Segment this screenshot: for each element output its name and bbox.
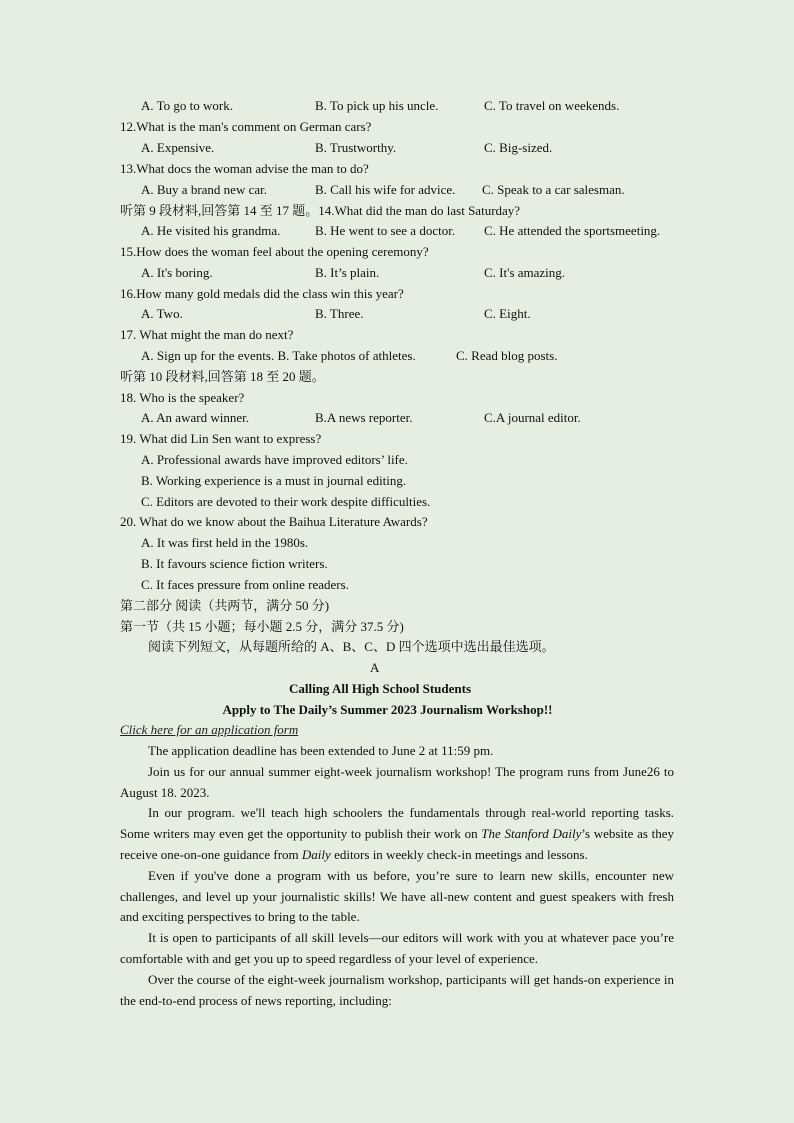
paragraph-skill-levels: It is open to participants of all skill levels—our editors will work with you at whatever pace you’re comfortable with and get you up to speed regardless of your level of experience. (120, 930, 674, 966)
part2-heading: 第二部分 阅读（共两节，满分 50 分) (120, 598, 330, 613)
q18-options (0, 408, 794, 428)
section10-heading: 听第 10 段材料,回答第 18 至 20 题。 (120, 369, 325, 384)
q15-options (0, 263, 794, 283)
section9-heading: 听第 9 段材料,回答第 14 至 17 题。14.What did the man do last Saturday? (120, 203, 521, 218)
paragraph-program-dates: Join us for our annual summer eight-week journalism workshop! The program runs from June26 to August 18. 2023. (120, 763, 674, 800)
q17-stem: 17. What might the man do next? (120, 327, 294, 342)
q19-stem: 19. What did Lin Sen want to express? (120, 431, 322, 446)
q16-stem: 16.How many gold medals did the class win this year? (120, 286, 404, 301)
daily-italic: Daily (301, 846, 331, 862)
q15-option-c: C. It's amazing. (484, 265, 566, 280)
q14-option-a: A. He visited his grandma. (141, 223, 281, 238)
q15-option-a: A. It's boring. (141, 265, 213, 280)
passage-subtitle: Apply to The Daily’s Summer 2023 Journalism Workshop!! (222, 702, 553, 717)
q11-option-a: A. To go to work. (141, 98, 234, 113)
q18-option-b: B.A news reporter. (315, 410, 413, 425)
q18-option-a: A. An award winner. (141, 410, 249, 425)
paragraph-program-details: In our program. we'll teach high schoolers the fundamentals through real-world reporting tasks. Some writers may even get the opportunity to publish their work on The Stanford Daily’s website as they receive one-on-one guidance from Daily editors in weekly check-in meetings and lessons. (120, 805, 675, 862)
q20-option-b: B. It favours science fiction writers. (141, 556, 328, 571)
q13-option-a: A. Buy a brand new car. (141, 182, 267, 197)
passage-title: Calling All High School Students (288, 681, 472, 696)
q11-option-b: B. To pick up his uncle. (315, 98, 439, 113)
q14-options (0, 221, 794, 241)
q15-option-b: B. It’s plain. (315, 265, 380, 280)
q12-option-a: A. Expensive. (141, 140, 215, 155)
q14-option-b: B. He went to see a doctor. (315, 223, 456, 238)
q20-option-c: C. It faces pressure from online readers. (141, 577, 349, 592)
q12-options (0, 138, 794, 158)
q18-option-c: C.A journal editor. (484, 410, 581, 425)
q19-option-a: A. Professional awards have improved editors’ life. (141, 452, 408, 467)
q17-options (0, 346, 794, 366)
q14-option-c: C. He attended the sportsmeeting. (484, 223, 661, 238)
application-form-link[interactable]: Click here for an application form (120, 722, 299, 737)
q13-option-c: C. Speak to a car salesman. (482, 182, 625, 197)
q11-options (0, 96, 794, 116)
reading-instruction: 阅读下列短文，从每题所给的 A、B、C、D 四个选项中选出最佳选项。 (148, 639, 555, 654)
q12-stem: 12.What is the man's comment on German cars? (120, 119, 372, 134)
paragraph-new-skills: Even if you've done a program with us before, you’re sure to learn new skills, encounter new challenges, and level up your journalistic skills! We have all-new content and guest speakers with fresh and exciting perspectives to bring to the table. (120, 867, 674, 925)
q16-option-b: B. Three. (315, 306, 364, 321)
passage-letter: A (370, 660, 380, 675)
q19-option-c: C. Editors are devoted to their work despite difficulties. (141, 494, 431, 509)
q12-option-b: B. Trustworthy. (315, 140, 397, 155)
q19-option-b: B. Working experience is a must in journal editing. (141, 473, 407, 488)
q20-option-a: A. It was first held in the 1980s. (141, 535, 309, 550)
q13-option-b: B. Call his wife for advice. (315, 182, 456, 197)
section1-heading: 第一节（共 15 小题；每小题 2.5 分，满分 37.5 分) (120, 619, 404, 634)
q13-options (0, 180, 794, 200)
q16-option-c: C. Eight. (484, 306, 531, 321)
paragraph-deadline: The application deadline has been extended to June 2 at 11:59 pm. (148, 743, 494, 758)
stanford-daily-italic: The Stanford Daily (481, 826, 582, 842)
passage-body (120, 741, 674, 1011)
paragraph-hands-on: Over the course of the eight-week journalism workshop, participants will get hands-on experience in the end-to-end process of news reporting, including: (120, 971, 674, 1008)
q15-stem: 15.How does the woman feel about the opening ceremony? (120, 244, 429, 259)
q13-stem: 13.What docs the woman advise the man to do? (120, 161, 369, 176)
q17-option-ab: A. Sign up for the events. B. Take photos of athletes. (141, 348, 416, 363)
q16-options (0, 304, 794, 324)
q16-option-a: A. Two. (141, 306, 183, 321)
q12-option-c: C. Big-sized. (484, 140, 553, 155)
q20-stem: 20. What do we know about the Baihua Literature Awards? (120, 514, 428, 529)
q11-option-c: C. To travel on weekends. (484, 98, 620, 113)
q18-stem: 18. Who is the speaker? (120, 390, 245, 405)
q17-option-c: C. Read blog posts. (456, 348, 558, 363)
